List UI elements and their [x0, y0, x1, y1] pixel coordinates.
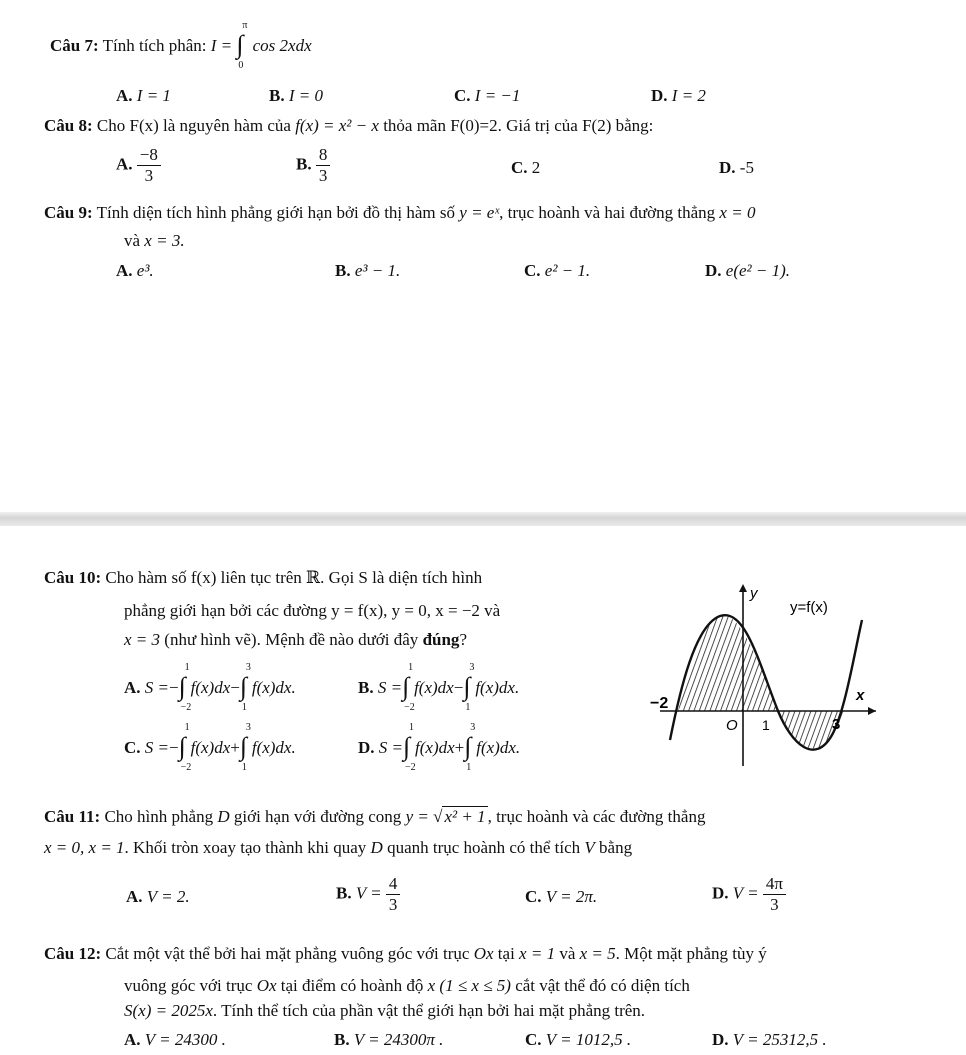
- q12-question: Câu 12: Cắt một vật thể bởi hai mặt phẳng vuông góc với trục Ox tại x = 1 và x = 5. Một mặt phẳng tùy ý: [44, 944, 767, 963]
- q10-option-b: B. S = ∫ 1 −2 f(x)dx− ∫ 3 1 f(x)dx.: [358, 662, 520, 713]
- q8-option-c: C. 2: [511, 158, 541, 177]
- x-axis-arrow: [868, 707, 876, 715]
- q11-option-d: D. V = $\frac{4\pi}{3}$: [712, 874, 786, 915]
- q10-line1-text: Cho hàm số f(x) liên tục trên ℝ. Gọi S là diện tích hình: [105, 568, 483, 587]
- q8-text-a: Cho F(x) là nguyên hàm của: [96, 116, 291, 135]
- q7-text: Tính tích phân:: [102, 35, 207, 55]
- origin-label: O: [726, 717, 738, 734]
- page-top: [0, 0, 966, 512]
- q10-graph: [640, 580, 880, 770]
- shaded-region-left: [678, 616, 778, 711]
- tick-1: 1: [762, 717, 770, 733]
- integral-sign: ∫ π 0: [236, 20, 248, 71]
- q9-label: Câu 9:: [44, 203, 93, 222]
- q8-option-a: A. $\frac{-8}{3}$: [116, 145, 161, 186]
- q11-option-b: B. V = $\frac{4}{3}$: [336, 874, 400, 915]
- q7-option-c: C. I = −1: [454, 86, 521, 105]
- q8-label: Câu 8:: [44, 116, 93, 135]
- q9-text-a: Tính diện tích hình phẳng giới hạn bởi đồ thị hàm số: [96, 203, 456, 222]
- q10-line1: [44, 568, 482, 588]
- q12-label: Câu 12:: [44, 944, 102, 963]
- q11-line2: x = 0, x = 1. Khối tròn xoay tạo thành khi quay D quanh trục hoành có thể tích V bằng: [44, 838, 633, 857]
- x-axis-label: x: [856, 687, 865, 704]
- fraction: $\frac{-8}{3}$: [137, 145, 161, 186]
- q11-option-c: C. V = 2π.: [525, 887, 598, 906]
- q12-line2: vuông góc với trục Ox tại điểm có hoành độ x (1 ≤ x ≤ 5) cắt vật thể đó có diện tích: [124, 976, 690, 995]
- q11-option-a: A. V = 2.: [126, 887, 190, 906]
- page-gap: [0, 512, 966, 526]
- q7-lower: 0: [238, 60, 244, 71]
- tick-3: 3: [832, 716, 841, 733]
- tick-neg2: −2: [650, 695, 669, 712]
- q12-option-d: D. V = 25312,5 .: [712, 1030, 827, 1049]
- q9-option-d: D. e(e² − 1).: [705, 261, 791, 280]
- q7-option-b: B. I = 0: [269, 86, 323, 105]
- q8-question: [44, 116, 653, 136]
- q10-option-a: A. S =− ∫ 1 −2 f(x)dx− ∫ 3 1 f(x)dx.: [124, 662, 296, 713]
- q11-question: Câu 11: Cho hình phẳng D giới hạn với đường cong y = √ x² + 1 , trục hoành và các đường thẳng: [44, 807, 706, 826]
- q8-option-d: D. -5: [719, 158, 754, 177]
- q10-option-c: C. S =− ∫ 1 −2 f(x)dx+ ∫ 3 1 f(x)dx.: [124, 722, 296, 773]
- q10-line3: x = 3 (như hình vẽ). Mệnh đề nào dưới đây đúng?: [124, 630, 467, 649]
- q7-option-a: A. I = 1: [116, 86, 171, 105]
- y-axis-arrow: [739, 584, 747, 592]
- q7-integrand: cos 2xdx: [252, 35, 312, 55]
- q7-option-d: D. I = 2: [651, 86, 706, 105]
- q12-option-a: A. V = 24300 .: [124, 1030, 226, 1049]
- q8-text-b: thỏa mãn F(0)=2. Giá trị của F(2) bằng:: [383, 116, 654, 135]
- q9-x0: x = 0: [719, 203, 756, 222]
- q9-line2: và x = 3.: [124, 231, 185, 250]
- q9-option-b: B. e³ − 1.: [335, 261, 401, 280]
- radicand: x² + 1: [444, 807, 486, 826]
- q7-question: [50, 20, 312, 71]
- q12-option-c: C. V = 1012,5 .: [525, 1030, 632, 1049]
- q10-line2: phẳng giới hạn bởi các đường y = f(x), y = 0, x = −2 và: [124, 601, 501, 620]
- q10-label: Câu 10:: [44, 568, 102, 587]
- q10-option-d: D. S = ∫ 1 −2 f(x)dx+ ∫ 3 1 f(x)dx.: [358, 722, 521, 773]
- q7-upper: π: [242, 20, 248, 31]
- q9-option-c: C. e² − 1.: [524, 261, 591, 280]
- function-label: y=f(x): [790, 599, 828, 616]
- q12-line3: S(x) = 2025x. Tính thể tích của phần vật thể giới hạn bởi hai mặt phẳng trên.: [124, 1001, 646, 1020]
- q9-text-b: , trục hoành và hai đường thẳng: [499, 203, 716, 222]
- q7-label: Câu 7:: [50, 35, 99, 55]
- q7-lhs: I =: [210, 35, 233, 55]
- q9-option-a: A. e³.: [116, 261, 154, 280]
- q11-label: Câu 11:: [44, 807, 101, 826]
- q12-option-b: B. V = 24300π .: [334, 1030, 444, 1049]
- fraction: $\frac{8}{3}$: [316, 145, 331, 186]
- q9-func: y = eˣ: [459, 203, 500, 222]
- q8-func: f(x) = x² − x: [295, 116, 379, 135]
- q9-question: [44, 203, 755, 223]
- q8-option-b: B. $\frac{8}{3}$: [296, 145, 330, 186]
- y-axis-label: y: [750, 585, 758, 602]
